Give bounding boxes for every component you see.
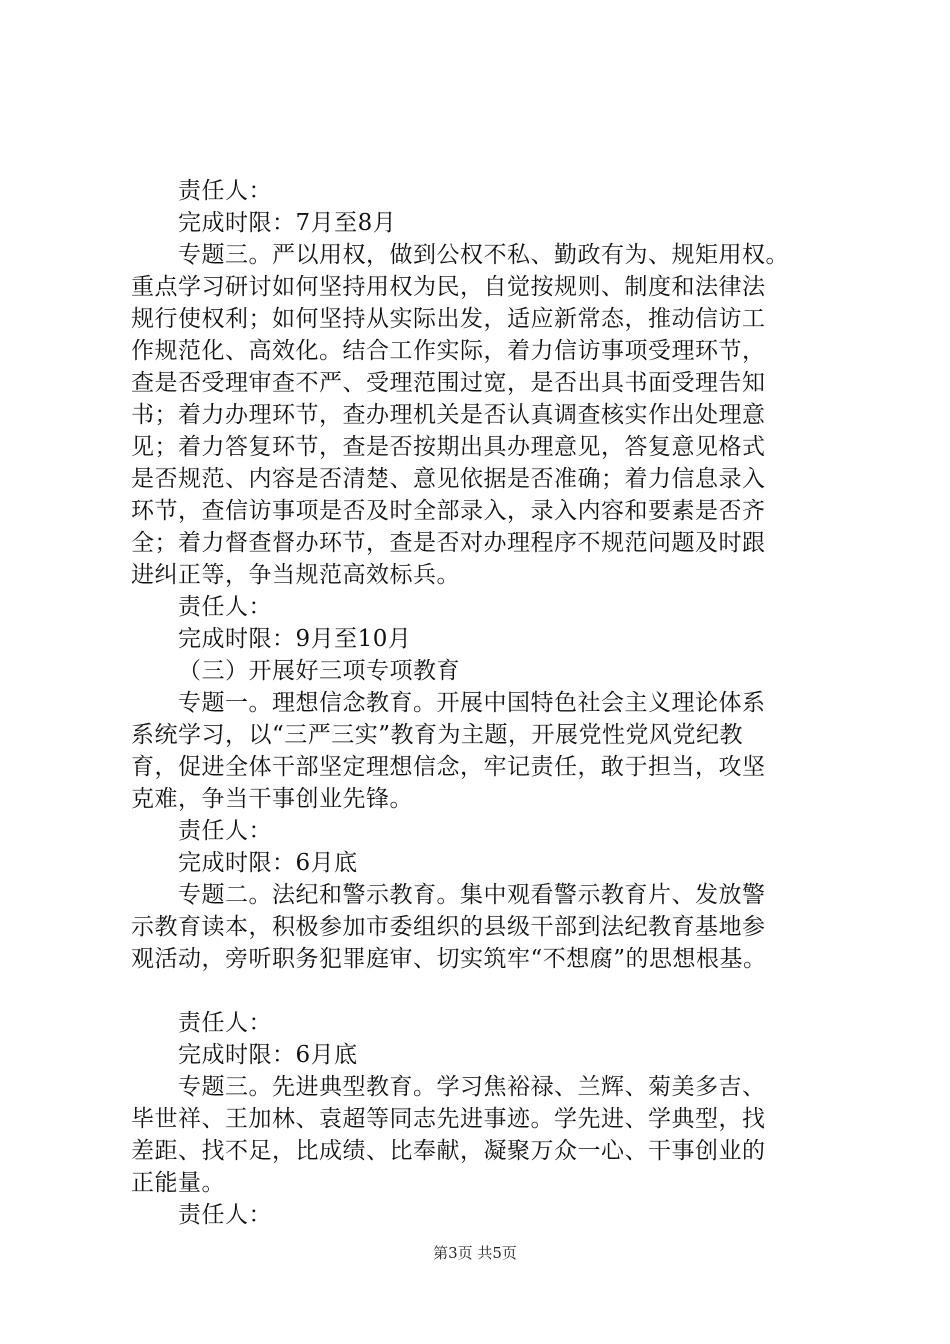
text-line: 完成时限：6月底 [178, 1042, 358, 1068]
text-line: 责任人： [178, 1010, 272, 1036]
text-line: 完成时限：7月至8月 [178, 210, 397, 236]
text-line: 克难，争当干事创业先锋。 [131, 786, 413, 812]
text-line: 查是否受理审查不严、受理范围过宽，是否出具书面受理告知 [131, 370, 766, 396]
text-line: 重点学习研讨如何坚持用权为民，自觉按规则、制度和法律法 [131, 274, 766, 300]
text-line: 专题二。法纪和警示教育。集中观看警示教育片、发放警 [178, 882, 766, 908]
text-line: 责任人： [178, 178, 272, 204]
text-line: 完成时限：9月至10月 [178, 626, 412, 652]
document-body [131, 175, 851, 1231]
page-number-footer: 第3页 共5页 [433, 1244, 517, 1262]
section-heading: （三）开展好三项专项教育 [178, 658, 460, 684]
text-line: 书；着力办理环节，查办理机关是否认真调查核实作出处理意 [131, 402, 766, 428]
text-line: 见；着力答复环节，查是否按期出具办理意见，答复意见格式 [131, 434, 766, 460]
text-line: 作规范化、高效化。结合工作实际，着力信访事项受理环节， [131, 338, 766, 364]
text-line: 责任人： [178, 818, 272, 844]
text-line: 责任人： [178, 1202, 272, 1228]
text-line: 系统学习，以“三严三实”教育为主题，开展党性党风党纪教 [131, 722, 744, 748]
text-line: 责任人： [178, 594, 272, 620]
text-line: 正能量。 [131, 1170, 225, 1196]
text-line: 差距、找不足，比成绩、比奉献，凝聚万众一心、干事创业的 [131, 1138, 766, 1164]
text-line: 环节，查信访事项是否及时全部录入，录入内容和要素是否齐 [131, 498, 766, 524]
text-line: 专题一。理想信念教育。开展中国特色社会主义理论体系 [178, 690, 766, 716]
blank-line [131, 975, 851, 1007]
text-line: 观活动，旁听职务犯罪庭审、切实筑牢“不想腐”的思想根基。 [131, 946, 767, 972]
text-line: 专题三。先进典型教育。学习焦裕禄、兰辉、菊美多吉、 [178, 1074, 766, 1100]
text-line: 示教育读本，积极参加市委组织的县级干部到法纪教育基地参 [131, 914, 766, 940]
text-line: 全；着力督查督办环节，查是否对办理程序不规范问题及时跟 [131, 530, 766, 556]
text-line: 规行使权利；如何坚持从实际出发，适应新常态，推动信访工 [131, 306, 766, 332]
text-line: 进纠正等，争当规范高效标兵。 [131, 562, 460, 588]
text-line: 专题三。严以用权，做到公权不私、勤政有为、规矩用权。 [178, 242, 789, 268]
text-line: 是否规范、内容是否清楚、意见依据是否准确；着力信息录入 [131, 466, 766, 492]
text-line: 完成时限：6月底 [178, 850, 358, 876]
text-line: 育，促进全体干部坚定理想信念，牢记责任，敢于担当，攻坚 [131, 754, 766, 780]
text-line: 毕世祥、王加林、袁超等同志先进事迹。学先进、学典型，找 [131, 1106, 766, 1132]
